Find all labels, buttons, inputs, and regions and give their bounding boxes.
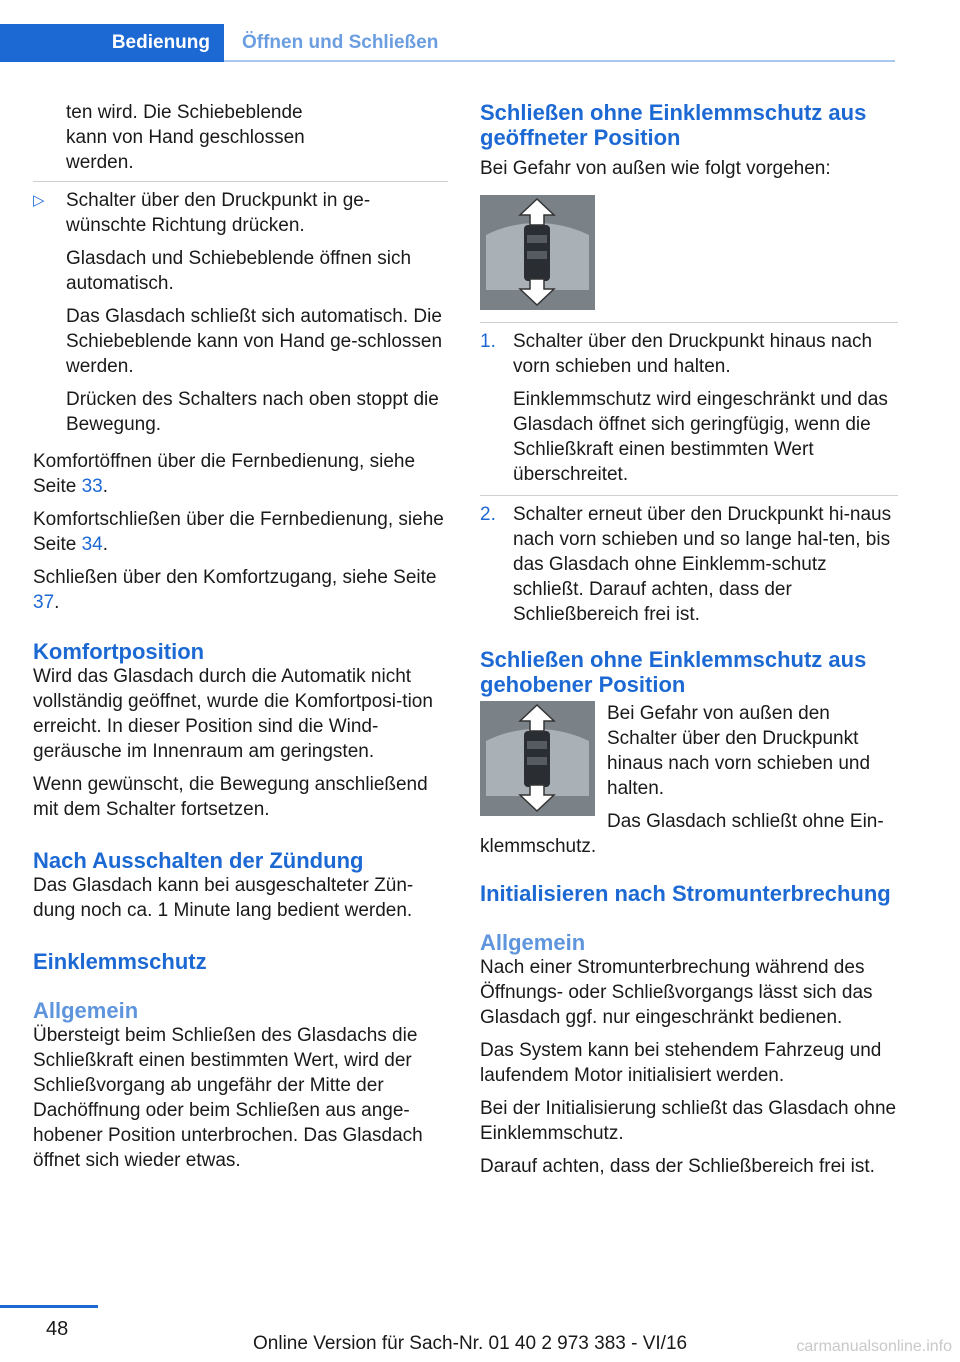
step-1: 1. Schalter über den Druckpunkt hinaus nach vorn schieben und halten. Einklemmschutz wird eingeschränkt und das Glasdach öffnet sich geringfügig, wenn die Schließkraft einen bestimmten Wert überschreitet. [480, 331, 888, 485]
header-rule [224, 60, 895, 62]
subheading-allgemein: Allgemein [480, 930, 586, 955]
page-header [0, 0, 895, 62]
step-2: 2. Schalter erneut über den Druckpunkt hi‐naus nach vorn schieben und so lange hal‐ten, bis das Glasdach ohne Einklemm‐schutz schließt. Darauf achten, dass der Schließbereich frei ist. [480, 504, 892, 625]
heading-komfortposition: Komfortposition [33, 639, 205, 664]
watermark: carmanualsonline.info [796, 1338, 952, 1355]
divider [33, 181, 448, 182]
raised-position-block [480, 697, 898, 867]
paragraph: Wird das Glasdach durch die Automatik nicht vollständig geöffnet, wurde die Komfortposi‐tion erreicht. In dieser Position sind die Wind‐geräusche im Innenraum am geringsten. [33, 666, 433, 762]
paragraph: Bei Gefahr von außen den Schalter über den Druckpunkt hinaus nach vorn schieben und halten. [607, 703, 871, 799]
bullet-item: ▷ Schalter über den Druckpunkt in ge‐wünschte Richtung drücken. Glasdach und Schiebeblende öffnen sich automatisch. Das Glasdach schließt sich automatisch. Die Schiebeblende kann von Hand ge‐schlossen werden. Drücken des Schalters nach oben stoppt die Bewegung. [33, 190, 443, 435]
divider [480, 322, 898, 323]
paragraph: Darauf achten, dass der Schließbereich frei ist. [480, 1156, 875, 1177]
comfort-open-text: Komfortöffnen über die Fernbedienung, siehe Seite 33. [33, 451, 416, 497]
heading-ignition-off: Nach Ausschalten der Zündung [33, 848, 364, 873]
roof-switch-image [480, 701, 595, 816]
right-column [480, 100, 898, 1187]
triangle-bullet-icon: ▷ [33, 192, 45, 209]
comfort-close-text: Komfortschließen über die Fernbedienung, siehe Seite 34. [33, 509, 444, 555]
paragraph: Bei der Initialisierung schließt das Glasdach ohne Einklemmschutz. [480, 1098, 897, 1144]
roof-switch-image [480, 195, 595, 310]
paragraph: Das System kann bei stehendem Fahrzeug und laufendem Motor initialisiert werden. [480, 1040, 882, 1086]
page-number: 48 [46, 1318, 69, 1340]
footer-rule [0, 1305, 98, 1308]
section-tab: Bedienung [0, 24, 224, 62]
paragraph: Übersteigt beim Schließen des Glasdachs die Schließkraft einen bestimmten Wert, wird der Schließvorgang ab ungefähr der Mitte der Dachöffnung oder beim Schließen aus ange‐hobener Position unterbrochen. Das Glasdach öffnet sich wieder etwas. [33, 1025, 423, 1171]
intro-text: ten wird. Die Schiebeblende kann von Hand geschlossen werden. [66, 102, 305, 173]
chapter-title: Öffnen und Schließen [242, 32, 439, 53]
paragraph: Das Glasdach schließt ohne Ein‐klemmschutz. [480, 811, 884, 857]
page-link-34[interactable]: 34 [81, 534, 103, 555]
heading-close-open-position: Schließen ohne Einklemmschutz aus geöffneter Position [480, 100, 867, 150]
divider [480, 495, 898, 496]
heading-initialisieren: Initialisieren nach Stromunterbrechung [480, 881, 891, 906]
paragraph: Wenn gewünscht, die Bewegung anschließend mit dem Schalter fortsetzen. [33, 774, 428, 820]
paragraph: Nach einer Stromunterbrechung während des Öffnungs- oder Schließvorgangs lässt sich das Glasdach ggf. nur eingeschränkt bedienen. [480, 957, 873, 1028]
left-column [33, 100, 448, 1181]
paragraph: Bei Gefahr von außen wie folgt vorgehen: [480, 158, 831, 179]
page-link-33[interactable]: 33 [81, 476, 103, 497]
page-link-37[interactable]: 37 [33, 592, 55, 613]
paragraph: Das Glasdach kann bei ausgeschalteter Zün‐dung noch ca. 1 Minute lang bedient werden. [33, 875, 414, 921]
heading-einklemmschutz: Einklemmschutz [33, 949, 207, 974]
subheading-allgemein: Allgemein [33, 998, 139, 1023]
footer-version-text: Online Version für Sach-Nr. 01 40 2 973 383 - VI/16 [253, 1333, 688, 1354]
heading-close-raised-position: Schließen ohne Einklemmschutz aus gehobener Position [480, 647, 867, 697]
comfort-access-text: Schließen über den Komfortzugang, siehe Seite 37. [33, 567, 437, 613]
